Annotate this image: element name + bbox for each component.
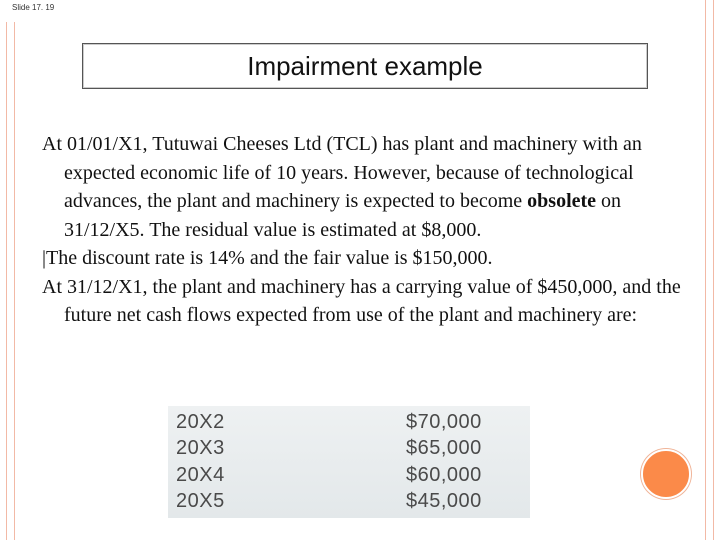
paragraph-discount-rate: |The discount rate is 14% and the fair value is $150,000. bbox=[42, 247, 493, 269]
obsolete-emphasis: obsolete bbox=[527, 190, 597, 212]
cash-flow-row bbox=[168, 462, 530, 489]
left-frame-decoration bbox=[6, 22, 15, 540]
cash-flow-year: 20X5 bbox=[176, 490, 225, 513]
cash-flow-amount: $70,000 bbox=[406, 410, 482, 433]
cash-flow-row bbox=[168, 489, 530, 516]
slide-number: Slide 17. 19 bbox=[12, 3, 55, 12]
cash-flow-year: 20X2 bbox=[176, 410, 225, 433]
slide-title: Impairment example bbox=[82, 43, 648, 89]
cash-flow-table bbox=[168, 406, 530, 518]
right-frame-decoration bbox=[705, 0, 714, 540]
cash-flow-amount: $45,000 bbox=[406, 490, 482, 513]
paragraph-asset-description bbox=[42, 130, 692, 244]
paragraph-carrying-value: At 31/12/X1, the plant and machinery has a carrying value of $450,000, and the future net cash flows expected from use of the plant and machinery are: bbox=[42, 275, 681, 326]
cash-flow-amount: $65,000 bbox=[406, 437, 482, 460]
cash-flow-row bbox=[168, 409, 530, 436]
asset-description-text: At 01/01/X1, Tutuwai Cheeses Ltd (TCL) has plant and machinery with an expected economic life of 10 years. However, because of technological advances, the plant and machinery is expected to become bbox=[42, 133, 642, 212]
cash-flow-year: 20X3 bbox=[176, 437, 225, 460]
orange-circle-decoration bbox=[641, 449, 691, 499]
cash-flow-year: 20X4 bbox=[176, 463, 225, 486]
asset-description-text-end: on 31/12/X5. The residual value is estimated at $8,000. bbox=[64, 190, 622, 241]
cash-flow-row bbox=[168, 436, 530, 463]
cash-flow-amount: $60,000 bbox=[406, 463, 482, 486]
slide-body bbox=[42, 130, 692, 330]
